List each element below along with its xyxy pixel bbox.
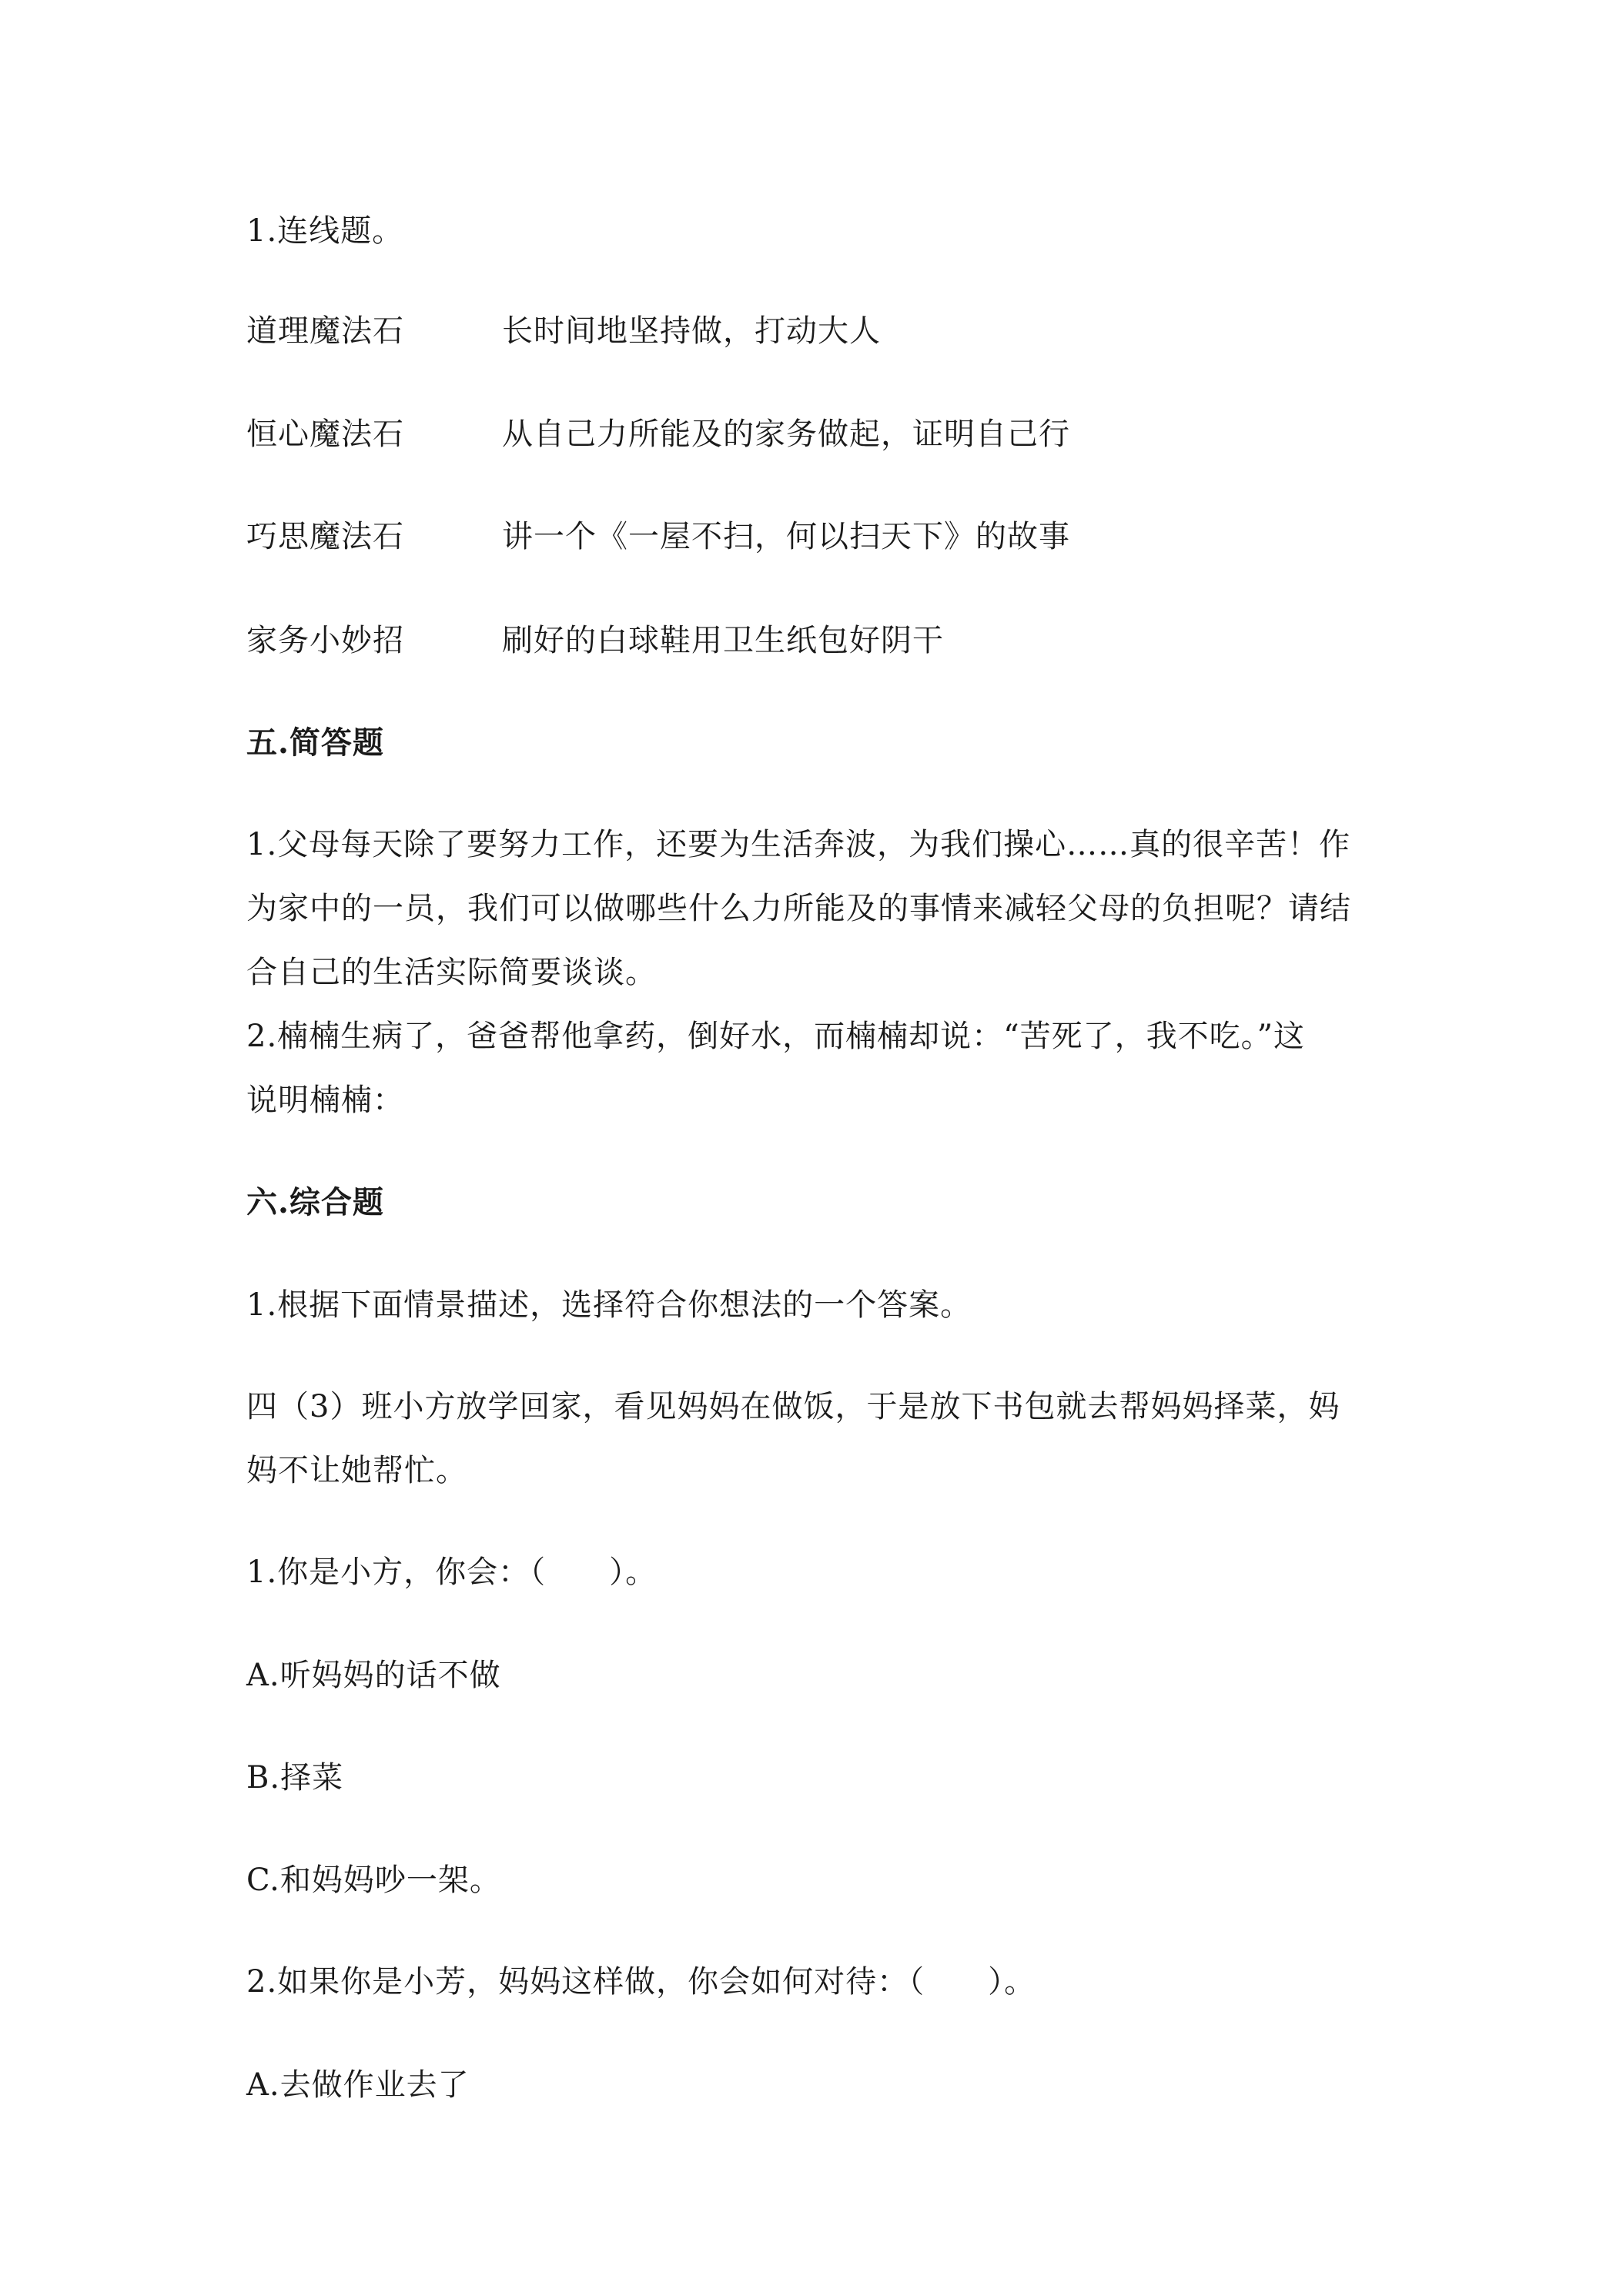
scenario-text-line: 妈不让她帮忙。 xyxy=(246,1453,467,1488)
question-text-line: 1.父母每天除了要努力工作，还要为生活奔波，为我们操心……真的很辛苦！作 xyxy=(246,827,1351,862)
matching-right-item: 长时间地坚持做，打动大人 xyxy=(502,313,881,349)
matching-title: 1.连线题。 xyxy=(246,213,404,249)
question-text-line: 2.楠楠生病了，爸爸帮他拿药，倒好水，而楠楠却说：“苦死了，我不吃。”这 xyxy=(246,1019,1306,1054)
answer-option: C.和妈妈吵一架。 xyxy=(246,1863,501,1898)
question-intro: 1.根据下面情景描述，选择符合你想法的一个答案。 xyxy=(246,1287,972,1323)
scenario-text-line: 四（3）班小方放学回家，看见妈妈在做饭，于是放下书包就去帮妈妈择菜，妈 xyxy=(246,1389,1340,1424)
matching-left-item: 家务小妙招 xyxy=(246,623,404,658)
matching-row xyxy=(246,515,1401,558)
question-text-line: 为家中的一员，我们可以做哪些什么力所能及的事情来减轻父母的负担呢？请结 xyxy=(246,891,1351,926)
matching-left-item: 道理魔法石 xyxy=(246,313,404,349)
answer-option: B.择菜 xyxy=(246,1760,344,1796)
section-heading-comprehensive: 六.综合题 xyxy=(246,1184,384,1220)
matching-right-item: 从自己力所能及的家务做起，证明自己行 xyxy=(502,417,1070,452)
matching-right-item: 刷好的白球鞋用卫生纸包好阴干 xyxy=(502,623,944,658)
answer-option: A.去做作业去了 xyxy=(246,2067,470,2103)
question-text-line: 合自己的生活实际简要谈谈。 xyxy=(246,955,657,990)
matching-left-item: 恒心魔法石 xyxy=(246,417,404,452)
matching-left-item: 巧思魔法石 xyxy=(246,519,404,554)
sub-question-1: 1.你是小方，你会：（ ）。 xyxy=(246,1555,658,1590)
answer-option: A.听妈妈的话不做 xyxy=(246,1658,501,1693)
question-text-line: 说明楠楠： xyxy=(246,1083,404,1118)
matching-row xyxy=(246,619,1401,662)
matching-right-item: 讲一个《一屋不扫，何以扫天下》的故事 xyxy=(502,519,1070,554)
matching-row xyxy=(246,310,1401,353)
section-heading-short-answer: 五.简答题 xyxy=(246,725,384,761)
matching-row xyxy=(246,413,1401,456)
sub-question-2: 2.如果你是小芳，妈妈这样做，你会如何对待：（ ）。 xyxy=(246,1964,1036,2000)
